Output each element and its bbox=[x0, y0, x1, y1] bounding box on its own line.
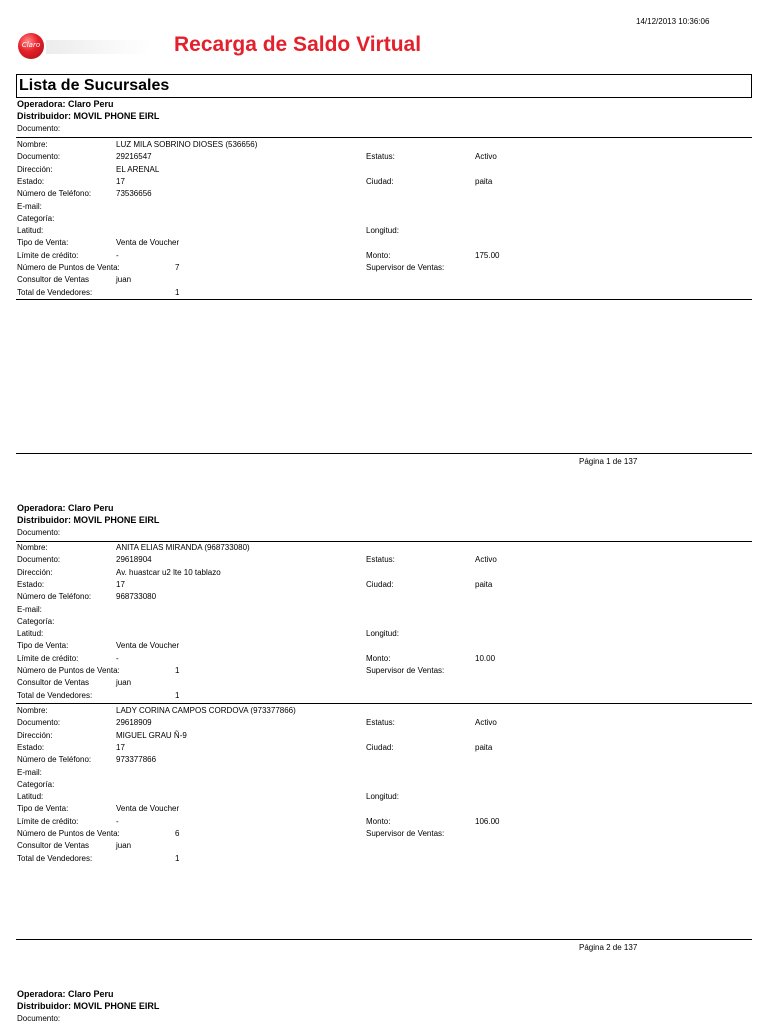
record-1-nombre-label: Nombre: bbox=[17, 543, 48, 552]
record-1-latitud-label: Latitud: bbox=[17, 629, 44, 638]
record-0-ciudad-value: paita bbox=[475, 177, 493, 186]
record-1-longitud-label: Longitud: bbox=[366, 629, 399, 638]
distribuidor-label: Distribuidor: MOVIL PHONE EIRL bbox=[17, 1001, 160, 1011]
record-0-documento-label: Documento: bbox=[17, 152, 61, 161]
record-2-limite-value: - bbox=[116, 817, 119, 826]
record-1-estado-label: Estado: bbox=[17, 580, 45, 589]
record-0-tipo_venta-label: Tipo de Venta: bbox=[17, 238, 69, 247]
record-0-tipo_venta-value: Venta de Voucher bbox=[116, 238, 180, 247]
record-2-ciudad-value: paita bbox=[475, 743, 493, 752]
record-2-estatus-value: Activo bbox=[475, 718, 497, 727]
record-1-documento-label: Documento: bbox=[17, 555, 61, 564]
record-0-supervisor-label: Supervisor de Ventas: bbox=[366, 263, 445, 272]
record-0-estatus-label: Estatus: bbox=[366, 152, 395, 161]
record-1-direccion-value: Av. huastcar u2 lte 10 tablazo bbox=[116, 568, 221, 577]
record-1-direccion-label: Dirección: bbox=[17, 568, 53, 577]
page-2-footer: Página 2 de 137 bbox=[579, 943, 638, 952]
operadora-label: Operadora: Claro Peru bbox=[17, 989, 114, 999]
record-1-estatus-label: Estatus: bbox=[366, 555, 395, 564]
record-2-estado-label: Estado: bbox=[17, 743, 45, 752]
operadora-label: Operadora: Claro Peru bbox=[17, 503, 114, 513]
record-2-direccion-value: MIGUEL GRAU Ñ-9 bbox=[116, 731, 187, 740]
record-0-monto-value: 175.00 bbox=[475, 251, 500, 260]
record-2-vendedores-label: Total de Vendedores: bbox=[17, 854, 93, 863]
record-0-limite-value: - bbox=[116, 251, 119, 260]
record-2-supervisor-label: Supervisor de Ventas: bbox=[366, 829, 445, 838]
record-1-tipo_venta-value: Venta de Voucher bbox=[116, 641, 180, 650]
record-2-limite-label: Límite de crédito: bbox=[17, 817, 79, 826]
record-0-vendedores-label: Total de Vendedores: bbox=[17, 288, 93, 297]
page-2-footer-rule bbox=[16, 939, 752, 940]
documento-header-label: Documento: bbox=[17, 528, 61, 537]
record-2-monto-label: Monto: bbox=[366, 817, 391, 826]
page-1-footer-rule bbox=[16, 453, 752, 454]
record-0-consultor-value: juan bbox=[116, 275, 132, 284]
record-0-end-rule bbox=[16, 299, 752, 300]
record-0-ciudad-label: Ciudad: bbox=[366, 177, 394, 186]
record-2-vendedores-value: 1 bbox=[175, 854, 180, 863]
record-2-ciudad-label: Ciudad: bbox=[366, 743, 394, 752]
record-2-estatus-label: Estatus: bbox=[366, 718, 395, 727]
record-0-estatus-value: Activo bbox=[475, 152, 497, 161]
claro-logo bbox=[18, 33, 44, 59]
record-2-telefono-value: 973377866 bbox=[116, 755, 157, 764]
record-1-limite-label: Límite de crédito: bbox=[17, 654, 79, 663]
record-0-vendedores-value: 1 bbox=[175, 288, 180, 297]
record-1-consultor-label: Consultor de Ventas bbox=[17, 678, 90, 687]
record-2-documento-label: Documento: bbox=[17, 718, 61, 727]
record-0-monto-label: Monto: bbox=[366, 251, 391, 260]
record-0-puntos-value: 7 bbox=[175, 263, 180, 272]
record-0-limite-label: Límite de crédito: bbox=[17, 251, 79, 260]
record-1-divider bbox=[16, 541, 752, 542]
record-1-ciudad-value: paita bbox=[475, 580, 493, 589]
record-0-email-label: E-mail: bbox=[17, 202, 42, 211]
record-2-puntos-label: Número de Puntos de Venta: bbox=[17, 829, 120, 838]
record-2-puntos-value: 6 bbox=[175, 829, 180, 838]
record-0-nombre-value: LUZ MILA SOBRINO DIOSES (536656) bbox=[116, 140, 258, 149]
record-1-consultor-value: juan bbox=[116, 678, 132, 687]
list-title: Lista de Sucursales bbox=[19, 77, 170, 94]
record-1-telefono-value: 968733080 bbox=[116, 592, 157, 601]
record-1-documento-value: 29618904 bbox=[116, 555, 152, 564]
distribuidor-label: Distribuidor: MOVIL PHONE EIRL bbox=[17, 515, 160, 525]
record-1-tipo_venta-label: Tipo de Venta: bbox=[17, 641, 69, 650]
record-2-longitud-label: Longitud: bbox=[366, 792, 399, 801]
record-1-vendedores-value: 1 bbox=[175, 691, 180, 700]
record-2-categoria-label: Categoría: bbox=[17, 780, 55, 789]
record-2-documento-value: 29618909 bbox=[116, 718, 152, 727]
documento-header-label: Documento: bbox=[17, 1014, 61, 1023]
record-0-telefono-label: Número de Teléfono: bbox=[17, 189, 92, 198]
distribuidor-label: Distribuidor: MOVIL PHONE EIRL bbox=[17, 111, 160, 121]
record-1-estatus-value: Activo bbox=[475, 555, 497, 564]
logo-text: Claro bbox=[21, 41, 41, 49]
record-0-latitud-label: Latitud: bbox=[17, 226, 44, 235]
record-1-categoria-label: Categoría: bbox=[17, 617, 55, 626]
record-2-consultor-value: juan bbox=[116, 841, 132, 850]
record-2-email-label: E-mail: bbox=[17, 768, 42, 777]
report-timestamp: 14/12/2013 10:36:06 bbox=[636, 17, 710, 26]
record-0-categoria-label: Categoría: bbox=[17, 214, 55, 223]
record-2-nombre-value: LADY CORINA CAMPOS CORDOVA (973377866) bbox=[116, 706, 296, 715]
record-1-nombre-value: ANITA ELIAS MIRANDA (968733080) bbox=[116, 543, 250, 552]
record-2-nombre-label: Nombre: bbox=[17, 706, 48, 715]
record-1-telefono-label: Número de Teléfono: bbox=[17, 592, 92, 601]
record-2-telefono-label: Número de Teléfono: bbox=[17, 755, 92, 764]
record-2-direccion-label: Dirección: bbox=[17, 731, 53, 740]
record-0-documento-value: 29216547 bbox=[116, 152, 152, 161]
record-0-estado-value: 17 bbox=[116, 177, 125, 186]
record-1-estado-value: 17 bbox=[116, 580, 125, 589]
record-1-monto-label: Monto: bbox=[366, 654, 391, 663]
page-1-footer: Página 1 de 137 bbox=[579, 457, 638, 466]
record-0-divider bbox=[16, 137, 752, 138]
record-0-consultor-label: Consultor de Ventas bbox=[17, 275, 90, 284]
record-1-email-label: E-mail: bbox=[17, 605, 42, 614]
record-0-puntos-label: Número de Puntos de Venta: bbox=[17, 263, 120, 272]
record-0-nombre-label: Nombre: bbox=[17, 140, 48, 149]
documento-header-label: Documento: bbox=[17, 124, 61, 133]
record-1-limite-value: - bbox=[116, 654, 119, 663]
record-1-supervisor-label: Supervisor de Ventas: bbox=[366, 666, 445, 675]
list-title-box bbox=[16, 74, 752, 98]
record-2-monto-value: 106.00 bbox=[475, 817, 500, 826]
record-0-direccion-label: Dirección: bbox=[17, 165, 53, 174]
record-1-puntos-label: Número de Puntos de Venta: bbox=[17, 666, 120, 675]
record-1-ciudad-label: Ciudad: bbox=[366, 580, 394, 589]
record-2-tipo_venta-label: Tipo de Venta: bbox=[17, 804, 69, 813]
record-2-estado-value: 17 bbox=[116, 743, 125, 752]
operadora-label: Operadora: Claro Peru bbox=[17, 99, 114, 109]
record-1-puntos-value: 1 bbox=[175, 666, 180, 675]
record-1-monto-value: 10.00 bbox=[475, 654, 496, 663]
record-0-direccion-value: EL ARENAL bbox=[116, 165, 160, 174]
record-2-consultor-label: Consultor de Ventas bbox=[17, 841, 90, 850]
record-0-longitud-label: Longitud: bbox=[366, 226, 399, 235]
record-2-latitud-label: Latitud: bbox=[17, 792, 44, 801]
record-2-divider bbox=[16, 703, 752, 704]
record-2-tipo_venta-value: Venta de Voucher bbox=[116, 804, 180, 813]
record-0-telefono-value: 73536656 bbox=[116, 189, 152, 198]
page-title: Recarga de Saldo Virtual bbox=[174, 33, 422, 56]
logo-wordmark-bar bbox=[46, 40, 150, 54]
record-0-estado-label: Estado: bbox=[17, 177, 45, 186]
record-1-vendedores-label: Total de Vendedores: bbox=[17, 691, 93, 700]
